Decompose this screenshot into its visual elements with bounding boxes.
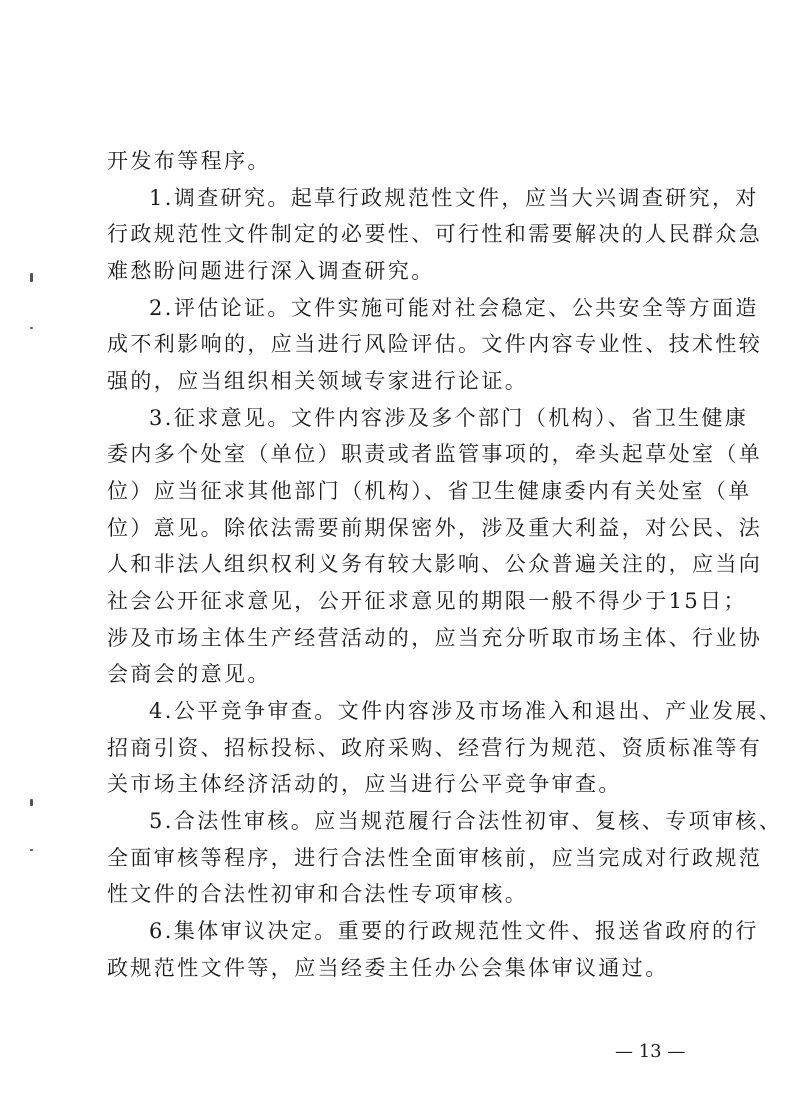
body-line: 全面审核等程序，进行合法性全面审核前，应当完成对行政规范 xyxy=(107,846,763,870)
section-heading-line: 1.调查研究。起草行政规范性文件，应当大兴调查研究，对 xyxy=(149,186,759,210)
body-line: 人和非法人组织权利义务有较大影响、公众普遍关注的，应当向 xyxy=(107,552,763,576)
binding-hole-mark-top xyxy=(30,273,33,282)
binding-hole-mark-bottom xyxy=(30,799,33,806)
body-line: 位）意见。除依法需要前期保密外，涉及重大利益，对公民、法 xyxy=(107,516,763,540)
binding-tick-mark-top xyxy=(30,327,33,329)
binding-tick-mark-bottom xyxy=(30,849,33,851)
body-line: 行政规范性文件制定的必要性、可行性和需要解决的人民群众急 xyxy=(107,222,763,246)
section-heading-line: 6.集体审议决定。重要的行政规范性文件、报送省政府的行 xyxy=(149,919,759,943)
body-line: 招商引资、招标投标、政府采购、经营行为规范、资质标准等有 xyxy=(107,736,763,760)
page-number: — 13 — xyxy=(615,1041,686,1062)
body-line: 涉及市场主体生产经营活动的，应当充分听取市场主体、行业协 xyxy=(107,626,763,650)
section-heading-line: 2.评估论证。文件实施可能对社会稳定、公共安全等方面造 xyxy=(149,296,759,320)
body-line: 成不利影响的，应当进行风险评估。文件内容专业性、技术性较 xyxy=(107,332,763,356)
section-heading-line: 3.征求意见。文件内容涉及多个部门（机构）、省卫生健康 xyxy=(149,406,749,430)
body-line: 政规范性文件等，应当经委主任办公会集体审议通过。 xyxy=(107,956,669,980)
body-line: 强的，应当组织相关领域专家进行论证。 xyxy=(107,369,529,393)
body-line: 位）应当征求其他部门（机构）、省卫生健康委内有关处室（单 xyxy=(107,479,752,503)
body-line: 开发布等程序。 xyxy=(107,149,271,173)
body-line: 委内多个处室（单位）职责或者监管事项的，牵头起草处室（单 xyxy=(107,442,763,466)
body-line: 关市场主体经济活动的，应当进行公平竞争审查。 xyxy=(107,772,622,796)
body-line: 会商会的意见。 xyxy=(107,662,271,686)
body-line: 社会公开征求意见，公开征求意见的期限一般不得少于15日； xyxy=(107,589,747,613)
section-heading-line: 4.公平竞争审查。文件内容涉及市场准入和退出、产业发展、 xyxy=(149,699,783,723)
body-line: 难愁盼问题进行深入调查研究。 xyxy=(107,259,435,283)
section-heading-line: 5.合法性审核。应当规范履行合法性初审、复核、专项审核、 xyxy=(149,809,783,833)
body-line: 性文件的合法性初审和合法性专项审核。 xyxy=(107,882,529,906)
